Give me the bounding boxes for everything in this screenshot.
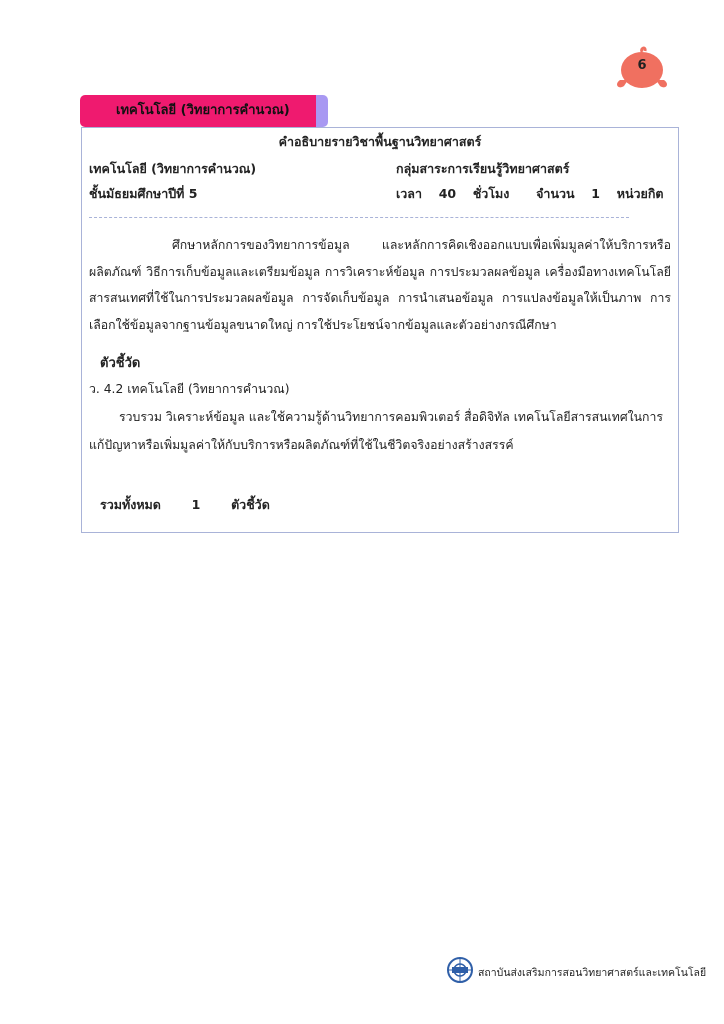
section-tab: เทคโนโลยี (วิทยาการคำนวณ) [80, 95, 316, 127]
credit-label: จำนวน [536, 186, 575, 201]
grade-level: ชั้นมัธยมศึกษาปีที่ 5 [89, 186, 198, 201]
page-number: 6 [637, 58, 647, 73]
indicators-heading: ตัวชี้วัด [100, 356, 141, 371]
footer-org-name: สถาบันส่งเสริมการสอนวิทยาศาสตร์และเทคโนโลยี [478, 967, 707, 979]
total-line [100, 495, 270, 515]
time-label: เวลา [396, 186, 422, 201]
time-unit: ชั่วโมง [472, 186, 510, 201]
credit-value: 1 [591, 186, 600, 201]
course-description: ศึกษาหลักการของวิทยาการข้อมูล และหลักการคิดเชิงออกแบบเพื่อเพิ่มมูลค่าให้บริการหรือผลิตภัณฑ์ วิธีการเก็บข้อมูลและเตรียมข้อมูล การวิเคราะห์ข้อมูล การประมวลผลข้อมูล เครื่องมือทางเทคโนโลยีสารสนเทศที่ใช้ในการประมวลผลข้อมูล การจัดเก็บข้อมูล การนำเสนอข้อมูล การแปลงข้อมูลให้เป็นภาพ การเลือกใช้ข้อมูลจากฐานข้อมูลขนาดใหญ่ การใช้ประโยชน์จากข้อมูลและตัวอย่างกรณีศึกษา [89, 238, 671, 332]
total-unit: ตัวชี้วัด [231, 497, 270, 512]
credit-unit: หน่วยกิต [616, 186, 664, 201]
indicator-code: ว. 4.2 เทคโนโลยี (วิทยาการคำนวณ) [89, 382, 290, 396]
learning-group: กลุ่มสาระการเรียนรู้วิทยาศาสตร์ [396, 161, 570, 176]
total-count: 1 [191, 497, 201, 512]
divider [89, 217, 629, 218]
ipst-logo-icon [446, 956, 474, 984]
indicator-text: รวบรวม วิเคราะห์ข้อมูล และใช้ความรู้ด้านวิทยาการคอมพิวเตอร์ สื่อดิจิทัล เทคโนโลยีสารสนเทศในการแก้ปัญหาหรือเพิ่มมูลค่าให้กับบริการหรือผลิตภัณฑ์ที่ใช้ในชีวิตจริงอย่างสร้างสรรค์ [89, 410, 664, 452]
subject-name: เทคโนโลยี (วิทยาการคำนวณ) [89, 161, 257, 176]
time-credit-line [396, 184, 664, 204]
total-label: รวมทั้งหมด [100, 497, 161, 512]
course-title: คำอธิบายรายวิชาพื้นฐานวิทยาศาสตร์ [278, 134, 482, 149]
time-value: 40 [438, 186, 457, 201]
